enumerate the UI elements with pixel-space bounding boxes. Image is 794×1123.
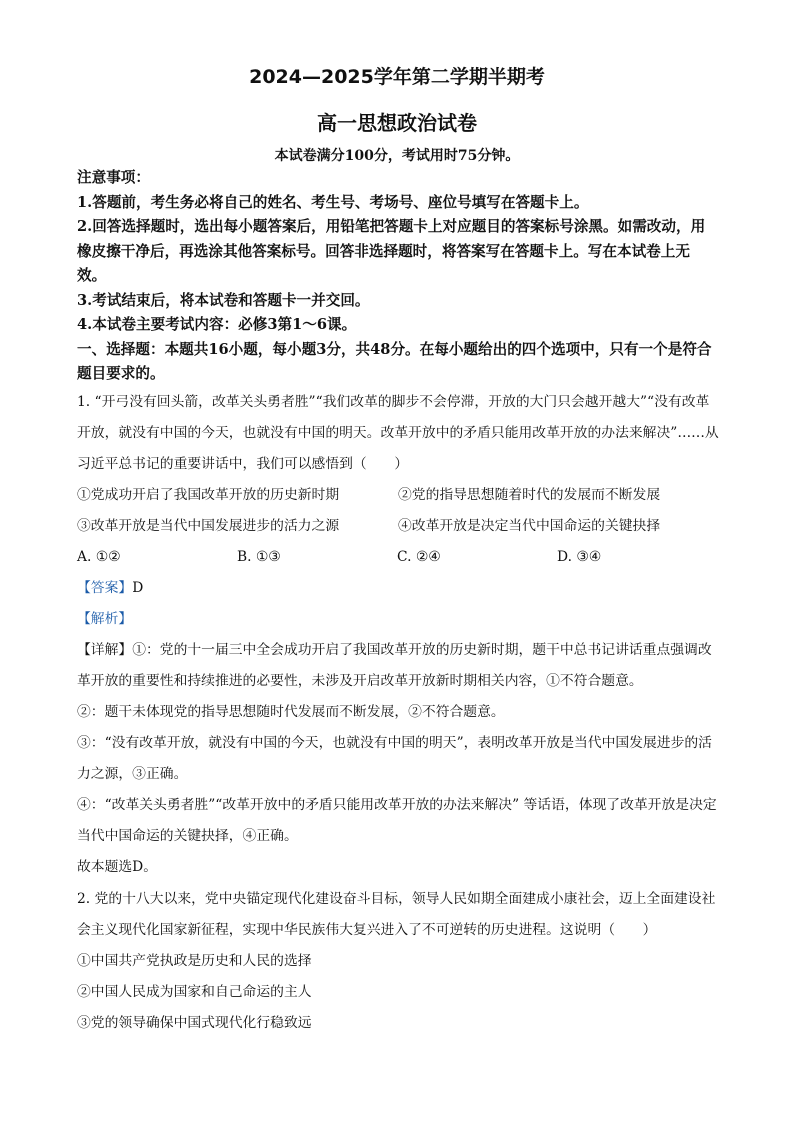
note-item: 1.答题前，考生务必将自己的姓名、考生号、考场号、座位号填写在答题卡上。 (77, 193, 589, 211)
subject-title: 高一思想政治试卷 (317, 111, 477, 135)
section-heading: 一、选择题：本题共16小题，每小题3分，共48分。在每小题给出的四个选项中，只有一个是符合题目要求的。 (77, 340, 712, 382)
question-stem: 1. “开弓没有回头箭，改革关头勇者胜”“我们改革的脚步不会停滞，开放的大门只会越开越大”“没有改革开放，就没有中国的今天，也就没有中国的明天。改革开放中的矛盾只能用改革开放的办法来解决”……从习近平总书记的重要讲话中，我们可以感悟到（ ） (77, 394, 719, 472)
detail-label: 【详解】 (77, 642, 133, 658)
notes-section (77, 166, 719, 387)
detail-text: ②：题干未体现党的指导思想随时代发展而不断发展，②不符合题意。 (77, 704, 505, 720)
statement: ③党的领导确保中国式现代化行稳致远 (77, 1015, 312, 1031)
statement: ③改革开放是当代中国发展进步的活力之源 (77, 518, 340, 534)
conclusion: 故本题选D。 (77, 859, 158, 875)
exam-info: 本试卷满分100分，考试用时75分钟。 (274, 148, 520, 164)
note-item: 3.考试结束后，将本试卷和答题卡一并交回。 (77, 291, 370, 309)
statement: ②党的指导思想随着时代的发展而不断发展 (398, 487, 661, 503)
statement: ④改革开放是决定当代中国命运的关键抉择 (398, 518, 661, 534)
question-stem: 2. 党的十八大以来，党中央锚定现代化建设奋斗目标，领导人民如期全面建成小康社会，迈上全面建设社会主义现代化国家新征程，实现中华民族伟大复兴进入了不可逆转的历史进程。这说明（ ） (77, 891, 716, 938)
note-item: 4.本试卷主要考试内容：必修3第1～6课。 (77, 316, 357, 333)
answer-line (77, 573, 719, 604)
statement: ①党成功开启了我国改革开放的历史新时期 (77, 487, 340, 503)
statement-row (77, 511, 719, 542)
note-item: 2.回答选择题时，选出每小题答案后，用铅笔把答题卡上对应题目的答案标号涂黑。如需改动，用橡皮擦干净后，再选涂其他答案标号。回答非选择题时，将答案写在答题卡上。写在本试卷上无效。 (77, 218, 706, 284)
question-2 (77, 884, 719, 1039)
statement: ②中国人民成为国家和自己命运的主人 (77, 984, 312, 1000)
answer-label: 【答案】 (77, 580, 133, 596)
exam-title: 2024—2025学年第二学期半期考 (249, 66, 545, 88)
detail-text: ④：“改革关头勇者胜”“改革开放中的矛盾只能用改革开放的办法来解决” 等话语，体现了改革开放是决定当代中国命运的关键抉择，④正确。 (77, 797, 717, 844)
answer-value: D (132, 580, 144, 596)
choice-c: C. ②④ (397, 549, 441, 565)
choice-row (77, 542, 719, 573)
detail-text: ③：“没有改革开放，就没有中国的今天，也就没有中国的明天”，表明改革开放是当代中国发展进步的活力之源，③正确。 (77, 735, 712, 782)
analysis-label: 【解析】 (77, 611, 133, 627)
statement-row (77, 480, 719, 511)
choice-b: B. ①③ (237, 549, 281, 565)
statement: ①中国共产党执政是历史和人民的选择 (77, 953, 312, 969)
notes-heading: 注意事项： (77, 169, 150, 186)
analysis-line (77, 604, 719, 635)
detail-line (77, 635, 719, 697)
choice-d: D. ③④ (557, 549, 602, 565)
detail-text: ①：党的十一届三中全会成功开启了我国改革开放的历史新时期，题干中总书记讲话重点强调改革开放的重要性和持续推进的必要性，未涉及开启改革开放新时期相关内容，①不符合题意。 (77, 642, 712, 689)
question-1 (77, 387, 719, 883)
choice-a: A. ①② (77, 549, 121, 565)
